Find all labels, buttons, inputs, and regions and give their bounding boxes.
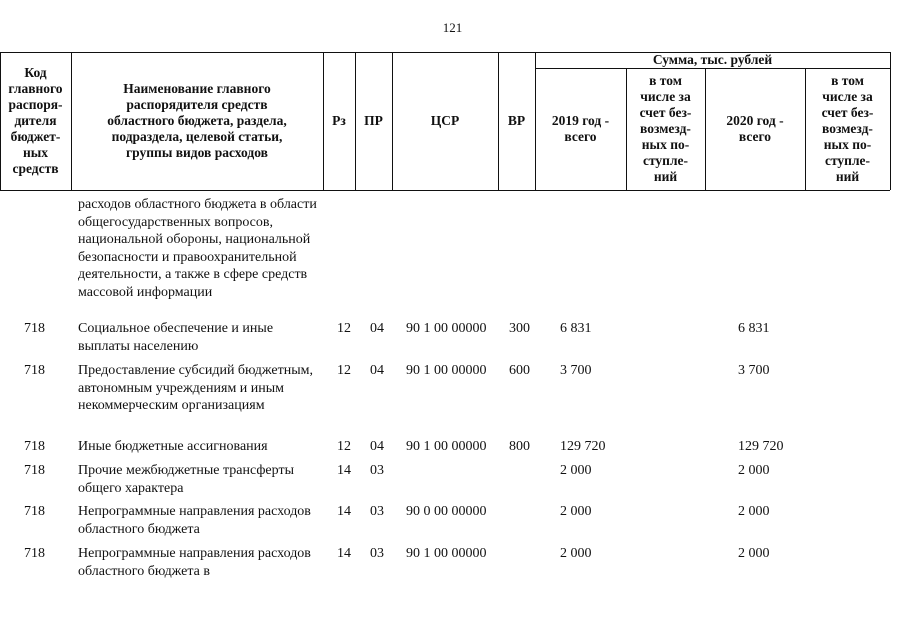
row-2019-total: 2 000	[560, 504, 592, 519]
header-2020-line: всего	[738, 129, 772, 144]
row-rz: 14	[337, 504, 351, 519]
header-2019-line: всего	[564, 129, 597, 144]
row-2020-total: 3 700	[738, 363, 770, 378]
header-sum-title: Сумма, тыс. рублей	[652, 52, 773, 67]
header-code-line: бюджет-	[10, 129, 61, 144]
row-csr: 90 0 00 00000	[406, 504, 487, 519]
header-2019-gratis-line: числе за	[640, 89, 691, 104]
row-2020-total: 129 720	[738, 439, 784, 454]
header-2019-gratis-line: в том	[649, 73, 682, 88]
header-2020-gratis-line: ных по-	[823, 137, 872, 152]
row-csr: 90 1 00 00000	[406, 546, 487, 561]
header-2020-gratis-line: ступле-	[824, 153, 871, 168]
row-csr: 90 1 00 00000	[406, 321, 487, 336]
row-2019-total: 2 000	[560, 463, 592, 478]
header-name-line: областного бюджета, раздела,	[107, 113, 287, 128]
row-2019-total: 2 000	[560, 546, 592, 561]
header-2019-gratis-line: ступле-	[642, 153, 689, 168]
header-code-line: главного	[8, 81, 63, 96]
row-csr: 90 1 00 00000	[406, 363, 487, 378]
row-2020-total: 6 831	[738, 321, 770, 336]
row-vr: 300	[509, 321, 530, 336]
row-rz: 12	[337, 363, 351, 378]
row-name: расходов областного бюджета в области общегосударственных вопросов, национальной обороны, национальной безопасности и правоохранительной деятельности, а также в сфере средств массовой информации	[78, 197, 317, 300]
header-2020-total	[705, 68, 805, 190]
header-name-line: группы видов расходов	[126, 145, 268, 160]
row-name: Социальное обеспечение и иные выплаты населению	[78, 321, 274, 354]
header-code-line: дителя	[14, 113, 57, 128]
header-code-line: средств	[12, 161, 59, 176]
header-2020-gratis-line: числе за	[822, 89, 873, 104]
row-csr: 90 1 00 00000	[406, 439, 487, 454]
header-2019-gratis-line: ний	[653, 169, 678, 184]
row-pr: 04	[370, 439, 384, 454]
row-code: 718	[24, 439, 45, 454]
row-pr: 04	[370, 321, 384, 336]
header-vr: ВР	[507, 113, 526, 128]
header-rz: Рз	[332, 113, 346, 128]
row-pr: 03	[370, 504, 384, 519]
page-number: 121	[442, 20, 463, 35]
header-2020-gratis-line: счет без-	[821, 105, 874, 120]
header-2020-gratis-line: возмезд-	[822, 121, 873, 136]
table-header	[0, 52, 890, 190]
header-name-line: распорядителя средств	[126, 97, 268, 112]
row-2019-total: 129 720	[560, 439, 606, 454]
row-name: Прочие межбюджетные трансферты общего характера	[78, 463, 294, 496]
row-2020-total: 2 000	[738, 546, 770, 561]
header-2019-line: 2019 год -	[551, 113, 610, 128]
header-2020-gratis-line: ний	[835, 169, 860, 184]
header-2020-gratis-line: в том	[831, 73, 864, 88]
col-rule	[890, 52, 891, 190]
row-code: 718	[24, 546, 45, 561]
row-pr: 03	[370, 463, 384, 478]
row-2019-total: 6 831	[560, 321, 592, 336]
header-name	[71, 52, 323, 190]
row-code: 718	[24, 463, 45, 478]
row-code: 718	[24, 363, 45, 378]
row-2019-total: 3 700	[560, 363, 592, 378]
header-code-line: распоря-	[8, 97, 63, 112]
row-vr: 600	[509, 363, 530, 378]
header-2019-gratis-line: возмезд-	[640, 121, 691, 136]
header-name-line: Наименование главного	[123, 81, 271, 96]
header-csr: ЦСР	[430, 113, 460, 128]
header-name-line: подраздела, целевой статьи,	[111, 129, 283, 144]
row-rz: 14	[337, 463, 351, 478]
header-2019-gratis-line: ных по-	[641, 137, 690, 152]
row-pr: 03	[370, 546, 384, 561]
row-vr: 800	[509, 439, 530, 454]
header-pr: ПР	[364, 113, 383, 128]
header-2019-gratis	[626, 68, 705, 190]
header-code	[0, 52, 71, 190]
row-code: 718	[24, 504, 45, 519]
row-name: Непрограммные направления расходов областного бюджета	[78, 504, 311, 537]
row-code: 718	[24, 321, 45, 336]
header-bottom-rule	[0, 190, 890, 191]
row-name: Предоставление субсидий бюджетным, автономным учреждениям и иным некоммерческим организациям	[78, 363, 314, 413]
row-name: Непрограммные направления расходов областного бюджета в	[78, 546, 311, 579]
header-code-line: ных	[22, 145, 49, 160]
row-pr: 04	[370, 363, 384, 378]
row-rz: 14	[337, 546, 351, 561]
row-rz: 12	[337, 321, 351, 336]
row-2020-total: 2 000	[738, 504, 770, 519]
header-2019-gratis-line: счет без-	[639, 105, 692, 120]
header-2020-line: 2020 год -	[726, 113, 784, 128]
header-code-line: Код	[24, 65, 47, 80]
row-2020-total: 2 000	[738, 463, 770, 478]
row-rz: 12	[337, 439, 351, 454]
header-2019-total	[535, 68, 626, 190]
header-2020-gratis	[805, 68, 890, 190]
row-name: Иные бюджетные ассигнования	[78, 439, 268, 454]
